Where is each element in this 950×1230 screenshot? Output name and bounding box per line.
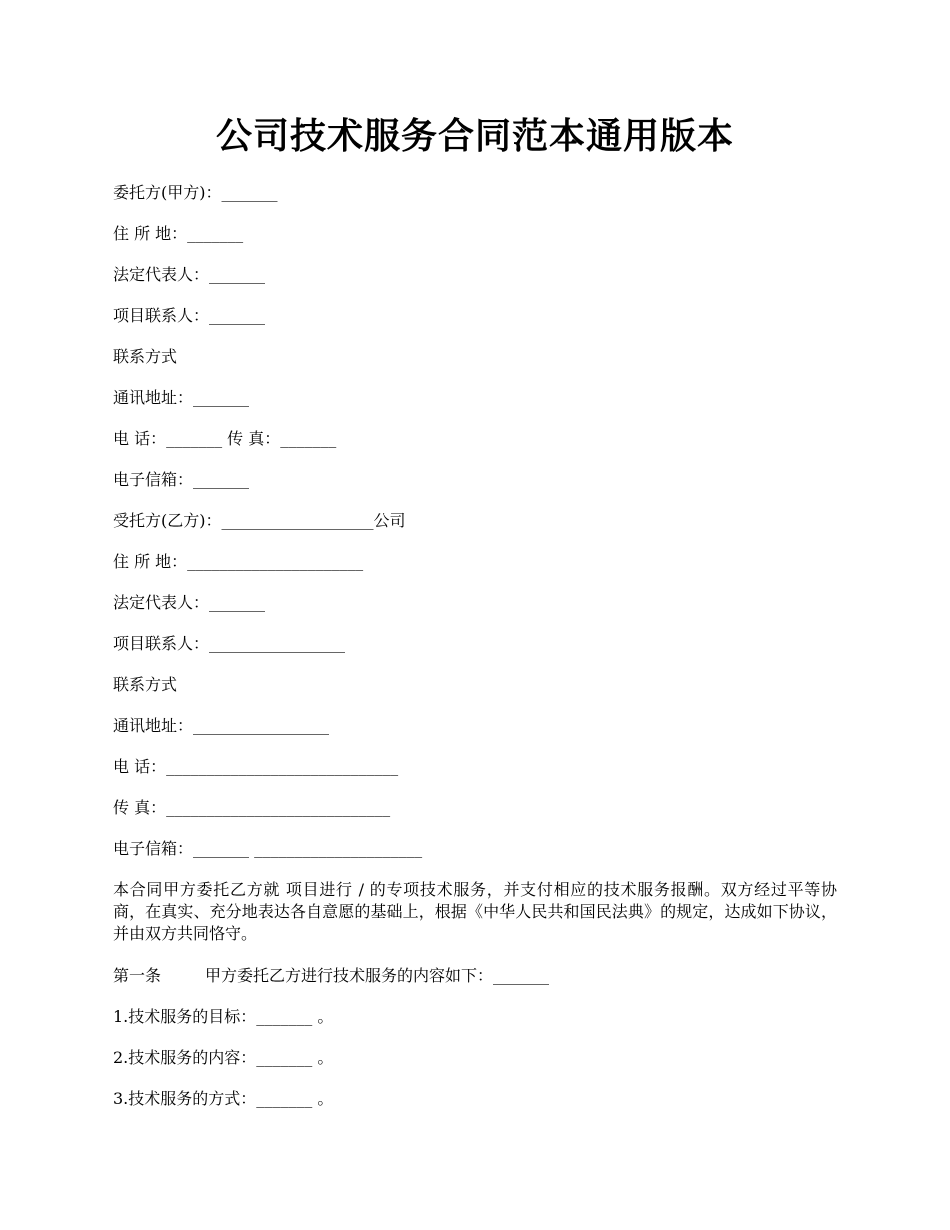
party-a-email: 电子信箱：_______ bbox=[113, 470, 250, 489]
party-b-contact-heading: 联系方式 bbox=[113, 675, 178, 694]
party-a-phone-fax: 电 话：_______ 传 真：_______ bbox=[113, 429, 337, 448]
party-b-email: 电子信箱：_______ _____________________ bbox=[113, 839, 423, 858]
party-b-contact-person: 项目联系人：_________________ bbox=[113, 634, 346, 653]
list-item: 1.技术服务的目标：_______ 。 bbox=[113, 1007, 334, 1026]
party-b-name: 受托方(乙方)：___________________公司 bbox=[113, 511, 406, 530]
party-b-legal-rep: 法定代表人：_______ bbox=[113, 593, 266, 612]
document-title: 公司技术服务合同范本通用版本 bbox=[215, 115, 734, 157]
article-1 bbox=[113, 965, 549, 987]
party-b-phone: 电 话：_____________________________ bbox=[113, 757, 399, 776]
party-a-mail-address: 通讯地址：_______ bbox=[113, 388, 250, 407]
list-item: 3.技术服务的方式：_______ 。 bbox=[113, 1089, 334, 1108]
party-b-mail-address: 通讯地址：_________________ bbox=[113, 716, 330, 735]
party-b-address: 住 所 地：______________________ bbox=[113, 552, 364, 571]
party-a-legal-rep: 法定代表人：_______ bbox=[113, 265, 266, 284]
party-a-contact-person: 项目联系人：_______ bbox=[113, 306, 266, 325]
intro-paragraph: 本合同甲方委托乙方就 项目进行 / 的专项技术服务，并支付相应的技术服务报酬。双方经过平等协商，在真实、充分地表达各自意愿的基础上，根据《中华人民共和国民法典》的规定，达成如下协议，并由双方共同恪守。 bbox=[113, 880, 837, 943]
party-a-contact-heading: 联系方式 bbox=[113, 347, 178, 366]
party-a-address: 住 所 地：_______ bbox=[113, 224, 244, 243]
article-1-label: 第一条 bbox=[113, 966, 162, 985]
party-a-name: 委托方(甲方)：_______ bbox=[113, 183, 278, 202]
party-b-fax: 传 真：____________________________ bbox=[113, 798, 391, 817]
list-item: 2.技术服务的内容：_______ 。 bbox=[113, 1048, 334, 1067]
article-1-text: 甲方委托乙方进行技术服务的内容如下：_______ bbox=[205, 966, 550, 985]
